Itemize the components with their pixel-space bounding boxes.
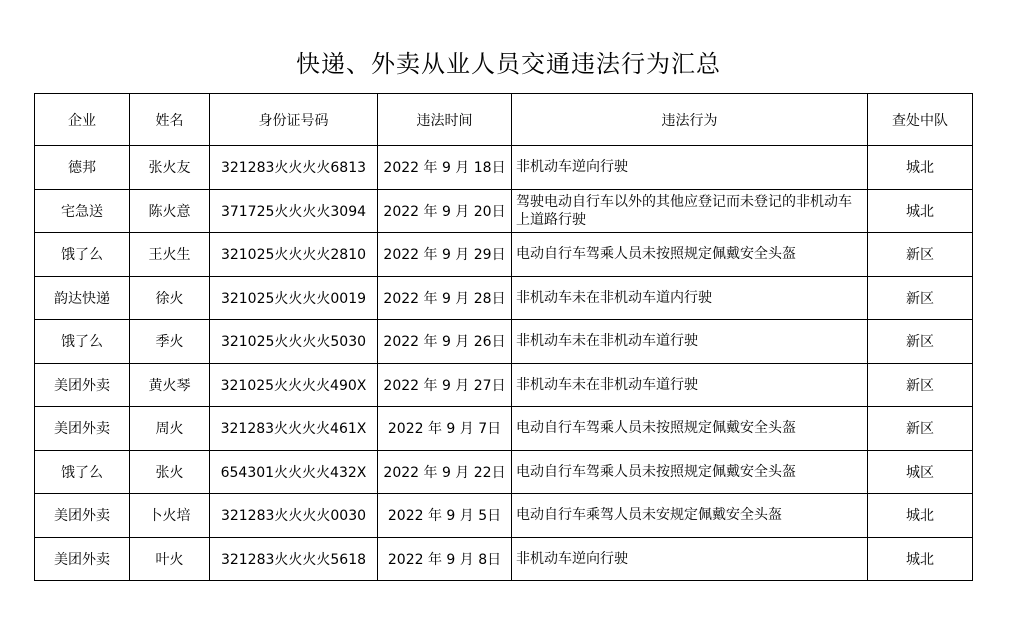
cell-id-number: 321283火火火火5618	[210, 537, 378, 581]
header-name: 姓名	[130, 94, 210, 146]
cell-company: 美团外卖	[35, 407, 130, 451]
cell-name: 黄火琴	[130, 363, 210, 407]
cell-violation-time: 2022 年 9 月 22日	[378, 450, 512, 494]
cell-violation-behavior: 非机动车未在非机动车道行驶	[512, 363, 868, 407]
cell-squad: 城区	[868, 450, 973, 494]
cell-violation-behavior: 非机动车逆向行驶	[512, 146, 868, 190]
table-row	[35, 407, 973, 451]
cell-company: 美团外卖	[35, 537, 130, 581]
cell-name: 周火	[130, 407, 210, 451]
cell-name: 季火	[130, 320, 210, 364]
cell-squad: 新区	[868, 320, 973, 364]
cell-company: 美团外卖	[35, 494, 130, 538]
cell-name: 张火友	[130, 146, 210, 190]
cell-violation-time: 2022 年 9 月 7日	[378, 407, 512, 451]
cell-name: 陈火意	[130, 189, 210, 233]
cell-violation-behavior: 驾驶电动自行车以外的其他应登记而未登记的非机动车上道路行驶	[512, 189, 868, 233]
violations-table	[34, 93, 973, 581]
cell-id-number: 321025火火火火2810	[210, 233, 378, 277]
cell-squad: 新区	[868, 276, 973, 320]
cell-squad: 新区	[868, 363, 973, 407]
table-row	[35, 363, 973, 407]
table-row	[35, 276, 973, 320]
cell-squad: 新区	[868, 407, 973, 451]
table-row	[35, 146, 973, 190]
cell-name: 张火	[130, 450, 210, 494]
cell-company: 韵达快递	[35, 276, 130, 320]
header-violation-time: 违法时间	[378, 94, 512, 146]
cell-violation-time: 2022 年 9 月 18日	[378, 146, 512, 190]
cell-violation-behavior: 非机动车未在非机动车道行驶	[512, 320, 868, 364]
cell-violation-time: 2022 年 9 月 29日	[378, 233, 512, 277]
table-row	[35, 189, 973, 233]
cell-squad: 城北	[868, 146, 973, 190]
cell-squad: 新区	[868, 233, 973, 277]
cell-violation-time: 2022 年 9 月 5日	[378, 494, 512, 538]
header-id-number: 身份证号码	[210, 94, 378, 146]
table-row	[35, 450, 973, 494]
header-violation-behavior: 违法行为	[512, 94, 868, 146]
cell-id-number: 321283火火火火0030	[210, 494, 378, 538]
cell-id-number: 321025火火火火490X	[210, 363, 378, 407]
cell-name: 王火生	[130, 233, 210, 277]
cell-violation-behavior: 电动自行车驾乘人员未按照规定佩戴安全头盔	[512, 407, 868, 451]
header-squad: 查处中队	[868, 94, 973, 146]
header-company: 企业	[35, 94, 130, 146]
cell-violation-time: 2022 年 9 月 26日	[378, 320, 512, 364]
cell-violation-behavior: 非机动车未在非机动车道内行驶	[512, 276, 868, 320]
table-header-row	[35, 94, 973, 146]
cell-violation-time: 2022 年 9 月 20日	[378, 189, 512, 233]
cell-company: 饿了么	[35, 450, 130, 494]
cell-company: 饿了么	[35, 233, 130, 277]
cell-name: 卜火培	[130, 494, 210, 538]
cell-company: 德邦	[35, 146, 130, 190]
table-row	[35, 494, 973, 538]
cell-squad: 城北	[868, 537, 973, 581]
cell-id-number: 321025火火火火5030	[210, 320, 378, 364]
cell-id-number: 321025火火火火0019	[210, 276, 378, 320]
cell-violation-behavior: 电动自行车驾乘人员未按照规定佩戴安全头盔	[512, 233, 868, 277]
cell-id-number: 321283火火火火6813	[210, 146, 378, 190]
table-row	[35, 320, 973, 364]
cell-name: 叶火	[130, 537, 210, 581]
cell-violation-behavior: 电动自行车乘驾人员未安规定佩戴安全头盔	[512, 494, 868, 538]
cell-company: 饿了么	[35, 320, 130, 364]
cell-squad: 城北	[868, 189, 973, 233]
cell-name: 徐火	[130, 276, 210, 320]
cell-id-number: 371725火火火火3094	[210, 189, 378, 233]
cell-violation-time: 2022 年 9 月 27日	[378, 363, 512, 407]
cell-squad: 城北	[868, 494, 973, 538]
page-title: 快递、外卖从业人员交通违法行为汇总	[296, 50, 721, 78]
cell-violation-time: 2022 年 9 月 8日	[378, 537, 512, 581]
cell-company: 宅急送	[35, 189, 130, 233]
cell-company: 美团外卖	[35, 363, 130, 407]
cell-violation-time: 2022 年 9 月 28日	[378, 276, 512, 320]
table-row	[35, 233, 973, 277]
cell-id-number: 321283火火火火461X	[210, 407, 378, 451]
cell-violation-behavior: 电动自行车驾乘人员未按照规定佩戴安全头盔	[512, 450, 868, 494]
table-row	[35, 537, 973, 581]
cell-id-number: 654301火火火火432X	[210, 450, 378, 494]
cell-violation-behavior: 非机动车逆向行驶	[512, 537, 868, 581]
